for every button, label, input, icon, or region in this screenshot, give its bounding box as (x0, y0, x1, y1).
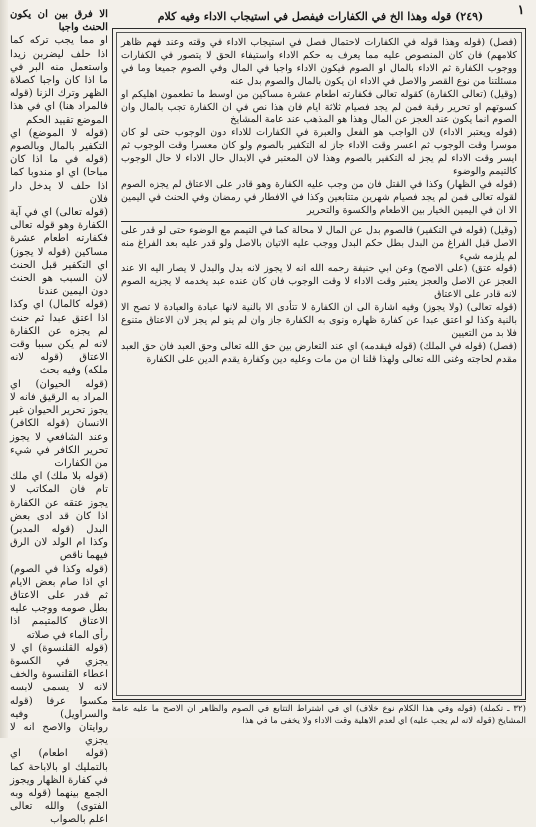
side-paragraph: (قوله اطعام) اي بالتمليك او بالاباحة كما في كفارة الظهار ويجوز الجمع بينهما (قوله وبه الفتوى) والله تعالى اعلم بالصواب (10, 748, 108, 826)
page-gutter (0, 0, 8, 738)
main-paragraph: (قوله تعالى) (ولا يجوز) وفيه اشارة الى ان الكفارة لا تتأدى الا بالنية لانها عبادة والعبادة لا تصح الا بالنية وكذا لو اعتق عبدا عن كفارة ظهاره ونوى به الكفارة جاز وان لم ينو لم يجز لان الاعتاق متنوع فلا بد من التعيين (121, 302, 517, 339)
corner-mark: ١ (517, 3, 525, 18)
main-paragraph: (وقيل) (قوله في التكفير) فالصوم بدل عن المال لا محالة كما في التيمم مع الوضوء حتى لو قدر على الاصل قبل الفراغ من البدل بطل حكم البدل ووجب عليه الاتيان بالاصل ولو قدر عليه بعد الفراغ منه لم يلزمه شيء (121, 224, 517, 262)
footnote: (٣٢ ـ تكملة) (قوله وفي هذا الكلام نوع خلاف) اي في اشتراط التتابع في الصوم والظاهر ان الاصح ما عليه عامة المشايخ (قوله لانه لم يجب عليه) اي لعدم الاهلية وقت الاداء ولا يخفى ما في هذا (112, 704, 526, 726)
side-paragraph: (قوله كالمال) اي وكذا اذا اعتق عبدا ثم حنث لم يجزه عن الكفارة لانه لم يكن سببا وقت الاعتاق (قوله لانه ملكه) وفيه بحث (10, 299, 108, 377)
side-paragraph: (قوله بلا ملك) اي ملك تام فان المكاتب لا يجوز عتقه عن الكفارة اذا كان قد ادى بعض البدل (قوله المدبر) وكذا ام الولد لان الرق فيهما ناقص (10, 471, 108, 562)
main-paragraph: (قوله عتق) (على الاصح) وعن ابي حنيفة رحمه الله انه لا يجوز لانه بدل والبدل لا يصار اليه الا عند العجز عن الاصل والعجز يعتبر وقت الاداء لا وقت الوجوب فان كان عنده عبد يخدمه لا يجزيه الصوم لانه قادر على الاعتاق (121, 263, 517, 301)
page-header (118, 8, 523, 26)
main-paragraph: (فصل) (قوله وهذا قوله في الكفارات لاحتمال فصل في استيجاب الاداء في وقته وعند فهم ظاهر كلامهم) فان كان المنصوص عليه مما يعرف به حكم الاداء واستيفاء الحق لا يتصور في الكفارات ووجوب الكفارة ثم الاداء بالمال او الصوم فيكون الاداء واجبا في المال وفي الصوم جميعا وما في مسئلتنا من نوع القصر والاصل في الاداء ان يكون بالمال والصوم بدل عنه (121, 37, 517, 87)
side-paragraph: (قوله تعالى) اي في آية الكفارة وهو قوله تعالى فكفارته اطعام عشرة مساكين (قوله لا يجوز) اي التكفير قبل الحنث لان السبب هو الحنث دون اليمين عندنا (10, 207, 108, 298)
side-paragraph: (قوله القلنسوة) اي لا يجزي في الكسوة اعطاء القلنسوة والخف لانه لا يسمى لابسه مكسوا عرفا (قوله والسراويل) وفيه روايتان والاصح انه لا يجزي (10, 642, 108, 747)
side-paragraph: او مما يجب تركه كما اذا حلف ليضربن زيدا واستعمل منه البر في ما اذا كان واجبا كصلاة الظهر وترك الزنا (قوله فالمراد هنا) اي في هذا الموضع تقييد الحكم (10, 35, 108, 126)
side-paragraph: (قوله لا الموضع) اي التكفير بالمال وبالصوم (قوله في ما اذا كان مباحا) اي او مندوبا كما اذا حلف لا يدخل دار فلان (10, 127, 108, 205)
header-title: قوله وهذا الخ في الكفارات فيفصل في استيجاب الاداء وفيه كلام (157, 10, 452, 23)
side-paragraph: (قوله وكذا في الصوم) اي اذا صام بعض الايام ثم قدر على الاعتاق بطل صومه ووجب عليه الاعتاق كالمتيمم اذا رأى الماء في صلاته (10, 563, 108, 641)
side-title: الا فرق بين ان يكون الحنث واجبا (10, 8, 108, 34)
main-paragraph: (قوله في الظهار) وكذا في القتل فان من وجب عليه الكفارة وهو قادر على الاعتاق لم يجزه الصوم لقوله تعالى فمن لم يجد فصيام شهرين متتابعين وكذا في الافطار في رمضان وفي الحنث في اليمين الا ان في اليمين الخيار بين الاطعام والكسوة والتحرير (121, 178, 517, 216)
margin-commentary (10, 8, 108, 826)
main-paragraph: (فصل) (قوله في الملك) (قوله فيقدمه) اي عند التعارض بين حق الله تعالى وحق العبد فان حق العبد مقدم لحاجته وغنى الله تعالى ولهذا قلنا ان من مات وعليه دين وكفارة يقدم الدين على الكفارة (121, 340, 517, 365)
page-number: (٢٤٩) (455, 10, 484, 23)
main-text-frame (112, 28, 526, 700)
section-divider (121, 221, 517, 222)
main-text (121, 37, 517, 691)
side-paragraph: (قوله الحيوان) اي المراد به الرقيق فانه لا يجوز تحرير الحيوان غير الانسان (قوله الكافر) وعند الشافعي لا يجوز تحرير الكافر في شيء من الكفارات (10, 378, 108, 469)
main-paragraph: (وقيل) (تعالى الكفارة) كقوله تعالى فكفارته اطعام عشرة مساكين من اوسط ما تطعمون اهليكم او كسوتهم او تحرير رقبة فمن لم يجد فصيام ثلاثة ايام فان هذا نص في ان الكفارة تجب بالمال وان الصوم انما يكون عند العجز عن المال وهذا هو المذهب عند عامة المشايخ (121, 88, 517, 126)
footnote-rule (112, 701, 526, 702)
main-paragraph: (قوله ويعتبر الاداء) لان الواجب هو الفعل والعبرة في الكفارات للاداء دون الوجوب حتى لو كان موسرا وقت الوجوب ثم اعسر وقت الاداء جاز له التكفير بالصوم ولو كان معسرا وقت الوجوب ثم ايسر وقت الاداء لم يجز له التكفير بالصوم وهذا لان المعتبر في الابدال حال الاداء لا حال الوجوب كالتيمم والوضوء (121, 127, 517, 178)
